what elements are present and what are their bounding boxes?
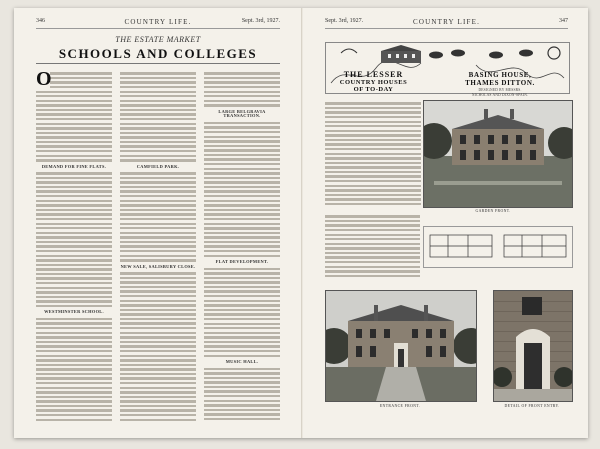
left-running-head bbox=[36, 18, 280, 29]
front-entry-detail-caption: DETAIL OF FRONT ENTRY. bbox=[504, 404, 560, 408]
right-running-title: COUNTRY LIFE. bbox=[412, 18, 481, 26]
subhead-flat-development: FLAT DEVELOPMENT. bbox=[215, 258, 269, 264]
article-column-3 bbox=[204, 70, 280, 422]
series-title bbox=[331, 70, 416, 93]
headline-rule bbox=[36, 63, 280, 64]
right-date: Sept. 3rd, 1927. bbox=[325, 18, 364, 24]
subhead-camfield: CAMFIELD PARK. bbox=[136, 163, 180, 169]
front-entry-detail-photo bbox=[493, 290, 573, 402]
article-column-2 bbox=[120, 70, 196, 422]
series-title-line-3: OF TO-DAY bbox=[353, 86, 394, 93]
magazine-spread bbox=[14, 8, 588, 438]
entrance-front-photo bbox=[325, 290, 477, 402]
right-page-number: 347 bbox=[559, 18, 568, 24]
left-page bbox=[14, 8, 300, 438]
house-title bbox=[445, 71, 555, 97]
subhead-music-hall: MUSIC HALL. bbox=[225, 358, 259, 364]
article-headline: SCHOOLS AND COLLEGES bbox=[58, 46, 258, 61]
left-running-title: COUNTRY LIFE. bbox=[124, 18, 192, 26]
right-page bbox=[303, 8, 588, 438]
house-place: THAMES DITTON. bbox=[465, 79, 535, 87]
garden-front-photo bbox=[423, 100, 573, 208]
right-article-column-1 bbox=[325, 100, 421, 210]
series-title-line-1: THE LESSER bbox=[343, 70, 404, 79]
right-running-head bbox=[325, 18, 568, 29]
entrance-front-caption: ENTRANCE FRONT. bbox=[379, 404, 421, 408]
house-name: BASING HOUSE, bbox=[468, 71, 532, 79]
subhead-fine-flats: DEMAND FOR FINE FLATS. bbox=[41, 163, 107, 169]
subhead-belgravia: LARGE BELGRAVIA TRANSACTION. bbox=[218, 108, 266, 119]
subhead-westminster: WESTMINSTER SCHOOL. bbox=[44, 309, 104, 315]
subhead-salisbury: NEW SALE, SALISBURY CLOSE. bbox=[120, 263, 196, 269]
left-date: Sept. 3rd, 1927. bbox=[241, 18, 280, 24]
architects-line-1: DESIGNED BY MESSRS. bbox=[478, 88, 522, 92]
right-article-column-2 bbox=[325, 213, 420, 283]
architects-line-2: NICHOLAS AND DIXON-SPAIN. bbox=[471, 93, 529, 97]
article-kicker: THE ESTATE MARKET bbox=[115, 35, 201, 44]
dropcap: O bbox=[36, 70, 52, 90]
garden-front-caption: GARDEN FRONT. bbox=[475, 209, 511, 213]
floor-plans bbox=[423, 226, 573, 268]
article-column-1 bbox=[36, 70, 112, 422]
left-page-number: 346 bbox=[36, 18, 45, 24]
series-title-line-2: COUNTRY HOUSES bbox=[339, 79, 408, 86]
